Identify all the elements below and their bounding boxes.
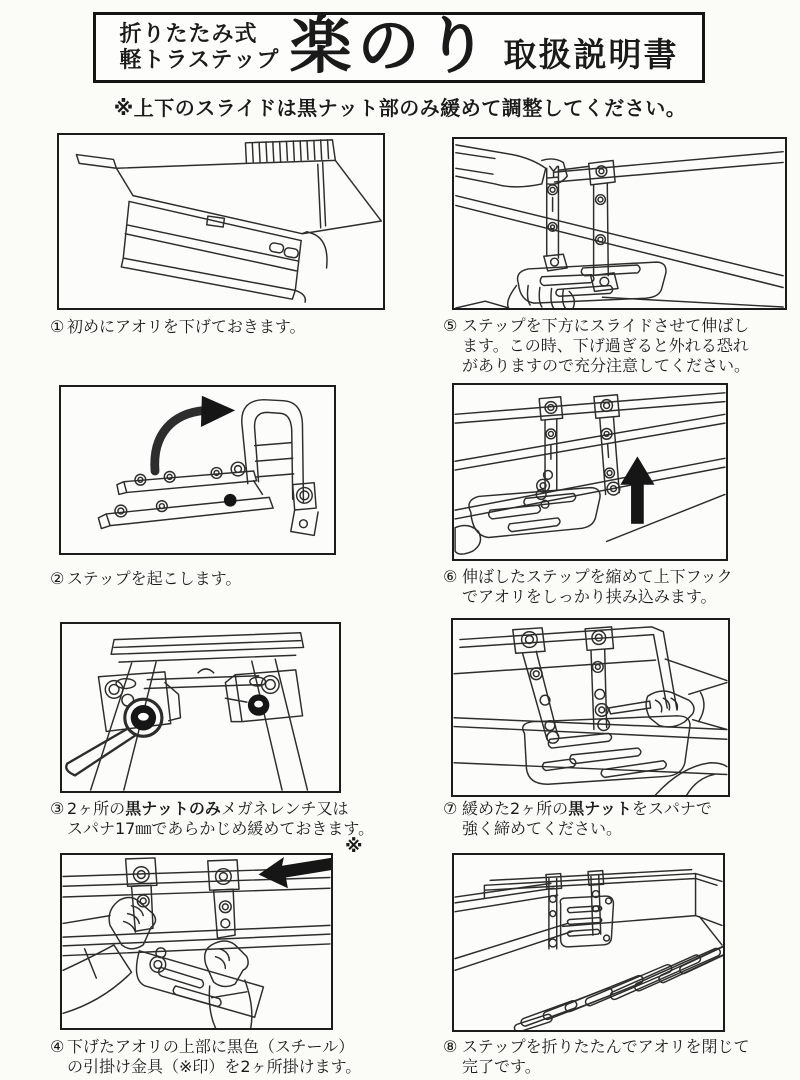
illustration-step-5 [452,137,787,310]
caption-line: 緩めた2ヶ所の黒ナットをスパナで [462,799,712,818]
spanner-icon [609,701,651,714]
caption-line: の引掛け金具（※印）を2ヶ所掛けます。 [67,1057,362,1076]
illustration-step-3 [60,622,341,793]
illustration-step-1 [57,133,385,310]
rotate-arrow-icon [155,410,205,471]
caption-line: でアオリをしっかり挟み込みます。 [462,587,717,606]
caption-line: 初めにアオリを下げておきます。 [67,317,306,336]
caption-line: ます。この時、下げ過ぎると外れる恐れ [462,336,749,355]
step-caption-6 [443,567,733,607]
step-number: ⑦ [443,799,458,818]
step-caption-4 [50,1037,361,1077]
step-number: ⑧ [443,1037,458,1056]
step-caption-5 [443,316,750,376]
illustration-step-7 [451,618,730,797]
illustration-step-6 [452,383,728,561]
hook-hangers-drawing [62,855,331,1028]
caption-line: 完了です。 [462,1057,541,1076]
product-type [120,22,280,73]
slide-down-drawing [454,139,785,308]
up-arrow-head-icon [620,456,654,484]
caption-line: スパナ17㎜であらかじめ緩めておきます。 [67,819,375,838]
raise-step-drawing [61,387,334,553]
caption-line: ステップを折りたたんでアオリを閉じて [462,1037,750,1056]
illustration-step-2 [59,385,336,555]
step-caption-1 [50,317,306,337]
adjustment-notice: ※上下のスライドは黒ナット部のみ緩めて調整してください。 [113,96,687,120]
step-caption-3 [50,799,374,839]
folded-step-drawing [454,855,723,1030]
caption-line: ステップを起こします。 [67,569,242,588]
truck-bed-drawing [59,135,383,308]
step-caption-7 [443,799,712,839]
left-arrow-icon [259,857,331,888]
caption-line: 2ヶ所の黒ナットのみメガネレンチ又は [67,799,349,818]
doc-type: 取扱説明書 [503,35,679,74]
step-number: ① [50,317,65,336]
step-number: ⑥ [443,567,458,586]
product-type-line2: 軽トラステップ [119,47,280,73]
caption-line: 下げたアオリの上部に黒色（スチール） [67,1037,355,1056]
tighten-nut-drawing [453,620,728,795]
up-arrow-shaft-icon [631,483,644,524]
step-number: ⑤ [443,316,458,335]
illustration-step-8 [452,853,725,1032]
step-number: ③ [50,799,65,818]
illustration-step-4 [60,853,333,1030]
rotate-arrow-head-icon [201,396,235,427]
product-name: 楽のり [289,8,494,82]
step-number: ④ [50,1037,65,1056]
caption-line: ステップを下方にスライドさせて伸ばし [462,316,750,335]
caption-line: 伸ばしたステップを縮めて上下フック [462,567,733,586]
step-number: ② [50,569,65,588]
step4-reference-mark: ※ [345,836,363,857]
clamp-step-drawing [454,385,726,559]
caption-line: がありますので充分注意してください。 [462,356,751,375]
title-box [93,8,705,83]
product-type-line1: 折りたたみ式 [119,21,258,47]
step-caption-8 [443,1037,750,1077]
black-nuts-drawing [62,624,339,791]
step-caption-2 [50,569,241,589]
caption-line: 強く締めてください。 [462,819,623,838]
